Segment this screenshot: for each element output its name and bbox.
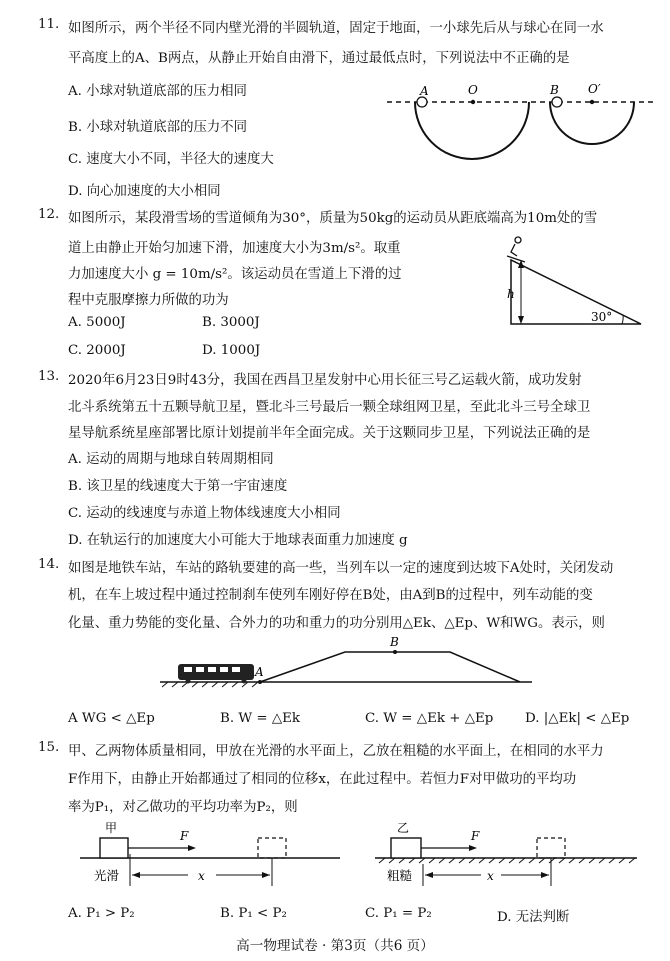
q13-stem-line-3: 星导航系统星座部署比原计划提前半年全面完成。关于这颗同步卫星，下列说法正确的是 — [68, 426, 591, 441]
q15-label-f2: F — [471, 829, 480, 843]
q13-number: 13. — [38, 369, 60, 384]
q15-label-smooth: 光滑 — [94, 868, 120, 883]
q15-option-c[interactable]: C. P₁ = P₂ — [365, 906, 432, 921]
q11-label-b: B — [550, 83, 559, 97]
q11-center-o-prime — [590, 100, 594, 104]
q12-stem-line-2: 道上由静止开始匀加速下滑，加速度大小为3m/s²。取重 — [68, 241, 401, 256]
q14-stem-line-2: 机，在车上坡过程中通过控制刹车使列车刚好停在B处，由A到B的过程中，列车动能的变 — [68, 588, 593, 603]
q11-center-o — [471, 100, 475, 104]
q15-block-yi — [391, 838, 421, 858]
q12-stem-line-4: 程中克服摩擦力所做的功为 — [68, 293, 229, 308]
page-footer: 高一物理试卷 · 第3页（共6 页） — [236, 938, 434, 954]
q11-label-o: O — [468, 83, 478, 97]
q12-option-c[interactable]: C. 2000J — [68, 343, 126, 358]
q11-semicircle-diagram — [385, 80, 655, 185]
q11-stem-line-2: 平高度上的A、B两点，从静止开始自由滑下，通过最低点时，下列说法中不正确的是 — [68, 51, 570, 66]
q12-label-angle: 30° — [591, 310, 613, 324]
q11-option-a[interactable]: A. 小球对轨道底部的压力相同 — [68, 84, 247, 99]
q15-label-x1: x — [198, 869, 205, 883]
q15-label-rough: 粗糙 — [387, 868, 413, 883]
q14-label-a: A — [255, 665, 264, 679]
q11-number: 11. — [38, 17, 60, 32]
q13-option-a[interactable]: A. 运动的周期与地球自转周期相同 — [68, 452, 274, 467]
q15-label-yi: 乙 — [397, 821, 410, 835]
q15-option-d[interactable]: D. 无法判断 — [497, 910, 570, 925]
train-icon — [178, 664, 254, 684]
q14-option-c[interactable]: C. W = △Ek + △Ep — [365, 711, 494, 726]
q15-stem-line-1: 甲、乙两物体质量相同，甲放在光滑的水平面上，乙放在粗糙的水平面上，在相同的水平力 — [68, 744, 604, 759]
q15-label-jia: 甲 — [105, 821, 118, 835]
q14-option-a[interactable]: A WG < △Ep — [68, 711, 155, 726]
q12-option-b[interactable]: B. 3000J — [202, 315, 260, 330]
skier-icon — [507, 237, 525, 262]
q11-label-o-prime: O′ — [588, 82, 601, 96]
q11-option-c[interactable]: C. 速度大小不同，半径大的速度大 — [68, 152, 274, 167]
q12-number: 12. — [38, 207, 60, 222]
q15-label-f1: F — [180, 829, 189, 843]
q12-label-h: h — [507, 287, 515, 301]
q14-track-diagram — [160, 632, 535, 694]
q14-option-b[interactable]: B. W = △Ek — [220, 711, 301, 726]
q12-incline-diagram — [495, 232, 655, 330]
q11-option-b[interactable]: B. 小球对轨道底部的压力不同 — [68, 120, 248, 135]
q15-stem-line-3: 率为P₁，对乙做功的平均功率为P₂，则 — [68, 800, 298, 815]
q13-stem-line-1: 2020年6月23日9时43分，我国在西昌卫星发射中心用长征三号乙运载火箭，成功发射 — [68, 373, 582, 388]
q13-option-d[interactable]: D. 在轨运行的加速度大小可能大于地球表面重力加速度 g — [68, 533, 408, 548]
q15-label-x2: x — [487, 869, 494, 883]
q14-stem-line-3: 化量、重力势能的变化量、合外力的功和重力的功分别用△Ek、△Ep、W和WG。表示，则 — [68, 616, 605, 631]
q14-option-d[interactable]: D. |△Ek| < △Ep — [525, 711, 630, 726]
q15-stem-line-2: F作用下，由静止开始都通过了相同的位移x，在此过程中。若恒力F对甲做功的平均功 — [68, 772, 577, 787]
q12-option-a[interactable]: A. 5000J — [68, 315, 126, 330]
q13-stem-line-2: 北斗系统第五十五颗导航卫星，暨北斗三号最后一颗全球组网卫星，至此北斗三号全球卫 — [68, 400, 591, 415]
q11-option-d[interactable]: D. 向心加速度的大小相同 — [68, 184, 221, 199]
q15-number: 15. — [38, 740, 60, 755]
q14-stem-line-1: 如图是地铁车站，车站的路轨要建的高一些，当列车以一定的速度到达坡下A处时，关闭发动 — [68, 561, 614, 576]
q11-ball-a — [417, 97, 427, 107]
q15-option-a[interactable]: A. P₁ > P₂ — [68, 906, 135, 921]
q12-option-d[interactable]: D. 1000J — [202, 343, 261, 358]
q11-label-a: A — [420, 84, 429, 98]
q15-diagram-rough — [375, 818, 645, 893]
q15-option-b[interactable]: B. P₁ < P₂ — [220, 906, 287, 921]
q11-stem-line-1: 如图所示，两个半径不同内壁光滑的半圆轨道，固定于地面，一小球先后从与球心在同一水 — [68, 21, 604, 36]
q11-ball-b — [552, 97, 562, 107]
q12-stem-line-3: 力加速度大小 g = 10m/s²。该运动员在雪道上下滑的过 — [68, 267, 402, 282]
q13-option-b[interactable]: B. 该卫星的线速度大于第一宇宙速度 — [68, 479, 288, 494]
q12-stem-line-1: 如图所示，某段滑雪场的雪道倾角为30°，质量为50kg的运动员从距底端高为10m处的雪 — [68, 211, 598, 226]
q13-option-c[interactable]: C. 运动的线速度与赤道上物体线速度大小相同 — [68, 506, 341, 521]
q15-block-jia — [100, 838, 128, 858]
q15-diagram-smooth — [80, 818, 350, 893]
q14-label-b: B — [390, 635, 399, 649]
q14-number: 14. — [38, 557, 60, 572]
